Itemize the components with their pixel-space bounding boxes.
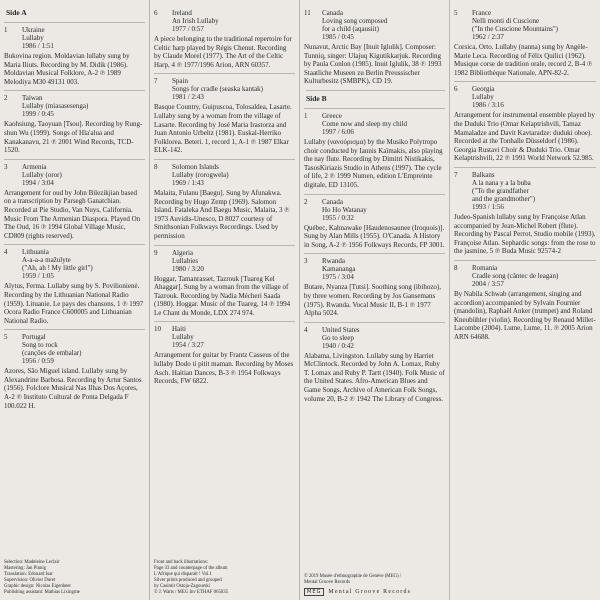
credit-line: Graphic design: Nicolas Eigenheer — [4, 584, 71, 589]
track-number: 8 — [154, 162, 158, 171]
track-country: United States — [322, 325, 360, 334]
track-number: 2 — [4, 94, 8, 103]
track-number: 6 — [154, 9, 158, 17]
track-country: Spain — [172, 77, 188, 86]
track-year-duration: 1981 / 2:43 — [172, 93, 204, 102]
copyright-line: Mental Groove Records — [304, 580, 351, 585]
track-b5 — [454, 6, 596, 77]
track-subtitle: ("Ah, ah ! My little girl") — [22, 264, 93, 273]
track-b3 — [304, 253, 445, 317]
track-description: Arrangement for instrumental ensemble played by the Duduki Trio (Omar Kelaptrishvili, Tamaz Mamaladze and Davit Kavtaradze: duduki oboe). Recorded at the Tonhalle Düsseldorf (1986). Georgia Rustavi Choir & Duduki Trio. Omar Kelaptrishvili, 22 ℗ 1991 World Network 52.985. — [454, 111, 595, 163]
track-description: Alytus, Ferma. Lullaby sung by S. Povilionienė. Recording by the Lithuanian National Radio (1959). Lituanie. Le pays des chansons, 1 ℗ 1997 Ocora Radio France C600005 and Lithuanian National Radio. — [4, 282, 144, 325]
track-number: 7 — [454, 170, 458, 179]
track-description: Basque Country, Guipuscoa, Tolosaldea, Lasarte. Lullaby sung by a woman from the village of Lasarte. Recording by José Maria Irastorza and Juan Antonio Urbeltz (1981). Euskal-Herriko Folklorea. Beteri. 1, record 1, A-1 ℗ 1987 Elkar ELK-142. — [154, 103, 292, 155]
track-title: Lullaby (oror) — [22, 170, 62, 179]
track-country: Ireland — [172, 9, 192, 17]
track-subtitle: ("In the Cuscione Mountains") — [472, 25, 559, 33]
track-b7 — [454, 167, 596, 256]
track-country: Solomon Islands — [172, 162, 219, 171]
track-year-duration: 1986 / 1:51 — [22, 42, 54, 50]
track-year-duration: 1956 / 0:59 — [22, 357, 54, 366]
track-year-duration: 1959 / 1:05 — [22, 272, 54, 281]
credit-line: Silver prints produced and grouped — [154, 578, 222, 583]
credit-line: © J. Watts / MEG Inv ETHAF 065835 — [154, 590, 229, 595]
track-country: Algeria — [172, 248, 193, 257]
track-a5 — [4, 329, 145, 410]
track-subtitle: for a child (aqausiit) — [322, 25, 379, 33]
credit-line: L'Afrique qui disparaît ! Vol.1 — [154, 572, 212, 577]
track-country: Balkans — [472, 170, 495, 179]
track-year-duration: 1986 / 3:16 — [472, 101, 504, 110]
track-number: 4 — [4, 248, 8, 257]
track-country: Ukraine — [22, 26, 45, 34]
track-description: Nunavut, Arctic Bay [Inuit Iglulik]. Composer: Tunniq, singer: Ulajuq Kigutikkarjuk. Recording by Paula Conlon (1985). Inuit Iglulik, 38 ℗ 1993 Staatliche Museen zu Berlin Preussischer Kulturbesitz (SMBPK), CD 19. — [304, 43, 442, 86]
track-description: By Nabila Schwab (arrangement, singing and accordion) accompanied by Sylvain Fournier (mandolin), Raphaël Anker (trumpet) and Roland Kneubühler (violin). Recording by Renaud Millet-Lacombe (2004). Lume, Lume, 11. ℗ 2005 Arion ARN 64688. — [454, 289, 596, 341]
track-b1 — [304, 108, 445, 190]
track-number: 1 — [304, 111, 308, 120]
track-title: A la nana y a la buba — [472, 178, 531, 187]
track-country: Romania — [472, 263, 498, 272]
track-year-duration: 1962 / 2:37 — [472, 33, 504, 41]
track-title: Song to rock — [22, 341, 58, 350]
track-description: Butare, Nyanza [Tutsi]. Soothing song (ibihozo), by three women. Recording by Jos Gansemans (1975). Rwanda. Vocal Music II, B-1 ℗ 1977 Alpha 5024. — [304, 283, 442, 318]
track-number: 9 — [154, 248, 158, 257]
track-description: Malaita, Fulanu [Baegu]. Sung by Afunakwa. Recording by Hugo Zemp (1969). Salomon Island. Fataleka And Baegu Music, Malaita, 3 ℗ 1973 Auvidis-Unesco, D 8027 courtesy of Smithsonian Folkways Recordings. Used by permission — [154, 188, 290, 240]
credit-line: Selection: Madeleine Leclair — [4, 560, 60, 565]
track-number: 2 — [304, 197, 308, 206]
track-year-duration: 1980 / 3:20 — [172, 264, 204, 273]
track-title: Go to sleep — [322, 333, 354, 342]
track-title: An Irish Lullaby — [172, 17, 219, 25]
track-title: Lullabies — [172, 256, 199, 265]
track-title: Lullaby — [172, 333, 194, 342]
column-1 — [0, 0, 150, 600]
track-year-duration: 1940 / 0:42 — [322, 341, 354, 350]
publisher-logos — [304, 588, 445, 596]
track-country: Rwanda — [322, 257, 345, 266]
track-title: Loving song composed — [322, 17, 388, 25]
track-country: France — [472, 9, 492, 17]
track-year-duration: 1997 / 6:06 — [322, 127, 354, 136]
track-country: Haiti — [172, 325, 186, 334]
track-year-duration: 1975 / 3:04 — [322, 273, 354, 282]
track-number: 8 — [454, 263, 458, 272]
track-a7 — [154, 73, 295, 155]
track-title: Come now and sleep my child — [322, 119, 407, 128]
track-year-duration: 1969 / 1:43 — [172, 178, 204, 187]
track-title: Lullaby — [22, 34, 44, 42]
track-a8 — [154, 159, 295, 241]
track-country: Portugal — [22, 333, 46, 342]
track-description: Québec, Kahnawake [Haudenosaunee (Iroquois)]. Sung by Alan Mills (1955). O'Canada. A History in Song, A-2 ℗ 1956 Folkways Records, FP 3001. — [304, 223, 445, 249]
track-country: Canada — [322, 197, 343, 206]
track-description: Arrangement for oud by John Bilezikjian based on a transcription by Parsegh Ganatchian. Recorded at Pie Studio, Van Nuys, California. Music From The Armenian Diaspora. Played On The Oud, 16 ℗ 1994 Global Village Music, CD809 (rights reserved). — [4, 188, 141, 240]
track-a4 — [4, 244, 145, 325]
track-title: Kamananga — [322, 265, 356, 274]
track-b6 — [454, 81, 596, 163]
track-subtitle-cont: and the grandmother") — [472, 194, 536, 203]
track-number: 6 — [454, 85, 458, 94]
column-3 — [300, 0, 450, 600]
mental-groove-logo: Mental Groove Records — [328, 589, 412, 595]
track-number: 3 — [304, 257, 308, 266]
column-4 — [450, 0, 600, 600]
track-country: Armenia — [22, 162, 47, 171]
track-a1 — [4, 22, 145, 86]
track-number: 7 — [154, 77, 158, 86]
track-number: 10 — [154, 325, 161, 334]
track-description: Judeo-Spanish lullaby sung by Françoise Atlan accompanied by Jean-Michel Robert (flute). Recording by Pascal Perrot, Studio mobile (1993). Françoise Atlan. Sephardic songs: from the rose to the jasmine, 5 ℗ Buda Music 92574-2 — [454, 212, 596, 256]
track-a3 — [4, 159, 145, 241]
track-year-duration: 1977 / 0:57 — [172, 25, 204, 33]
track-a11 — [304, 6, 445, 86]
track-title: Nelli monti di Cuscione — [472, 17, 540, 25]
track-country: Georgia — [472, 85, 495, 94]
track-description: Kaohsiung, Taoyuan [Tsou]. Recording by Rung-shun Wu (1999). Songs of Hla'alua and Kanakanavu, 21 ℗ 2001 Wind Records, TCD-1520. — [4, 120, 143, 155]
track-description: Hoggar, Tamanrasset, Tazrouk [Tuareg Kel Ahaggar]. Sung by a woman from the village of Tazrouk. Recording by Nadia Mécheri Saada (1980). Hoggar. Music of the Tuareg, 14 ℗ 1994 Le Chant du Monde, LDX 274 974. — [154, 274, 291, 317]
track-title: Cradle song (cântec de leagan) — [472, 271, 559, 280]
track-title: Songs for cradle (seaska kantak) — [172, 85, 263, 94]
credit-line: Front and back illustrations: — [154, 560, 208, 565]
credit-line: Supervision: Olivier Duret — [4, 578, 56, 583]
credit-line: by Casimir Ostoja-Zagourski — [154, 584, 210, 589]
credit-line: Publishing assistant: Mathias Lixingme — [4, 590, 80, 595]
track-country: Taiwan — [22, 94, 43, 103]
credit-line: Translation: Edouard Isar — [4, 572, 53, 577]
track-description: Lullaby (νανούρισμα) by the Musiko Polytropo choir conducted by Iannis Kaïmakis, also playing the nay flute. Recording by Dimitri Nistikakis, TasosKiriazis Studio in Athens (1997). The cycle of life, 2 ℗ 1999 Numen, edition L'Empreinte digitale, ED 13105. — [304, 137, 443, 189]
track-b2 — [304, 194, 445, 250]
track-description: Azores, São Miguel island. Lullaby sung by Alexandrine Barbosa. Recording by Artur Santos (1956). Folclore Musical Nas Ilhas Dos Açores, A-2 ℗ Instituto Cultural de Ponta Delgada F 100.022 H. — [4, 367, 142, 410]
track-title: A-a-a-a mažulyte — [22, 256, 71, 265]
track-title: Lullaby (miasasesenga) — [22, 102, 89, 111]
track-number: 1 — [4, 26, 8, 34]
track-year-duration: 1993 / 1:56 — [472, 202, 504, 211]
track-year-duration: 1999 / 0:45 — [22, 110, 54, 119]
track-a9 — [154, 245, 295, 318]
track-a6 — [154, 6, 295, 69]
track-subtitle: (canções de embalar) — [22, 349, 82, 358]
track-description: Bukovina region. Moldavian lullaby sung by Maria Iliuts. Recording by M. Didik (1986). Moldavian Musical Folklore, A-2 ℗ 1989 Melodiya M30 49131 003. — [4, 52, 130, 86]
track-country: Canada — [322, 9, 343, 17]
track-country: Greece — [322, 111, 342, 120]
track-description: A piece belonging to the traditional repertoire for Celtic harp played by Régis Chenut. Recording by Claude Morel (1977). The Art of the Celtic Harp, 4 ℗ 1977/1996 Arion, ARN 60357. — [154, 35, 292, 69]
illustration-credits — [154, 560, 295, 596]
track-year-duration: 1955 / 0:32 — [322, 213, 354, 222]
track-title: Ho Ho Watanay — [322, 205, 367, 214]
column-2 — [150, 0, 300, 600]
credit-line: Mastering: Jan Pinnig — [4, 566, 47, 571]
track-title: Lullaby (rorogwela) — [172, 170, 229, 179]
track-description: Arrangement for guitar by Frantz Casseus of the lullaby Dodo ti pitit maman. Recording by Moses Asch. Haitian Dances, B-3 ℗ 1954 Folkways Records, FW 6822. — [154, 351, 294, 386]
credits-footer — [4, 560, 145, 596]
track-number: 3 — [4, 162, 8, 171]
track-country: Lithuania — [22, 248, 49, 257]
track-title: Lullaby — [472, 93, 494, 102]
credit-line: Page 33 and counterpage of the album — [154, 566, 228, 571]
track-year-duration: 1994 / 3:04 — [22, 178, 54, 187]
track-number: 11 — [304, 9, 311, 17]
track-number: 4 — [304, 325, 308, 334]
copyright-line: © 2019 Musée d'ethnographie de Genève (MEG) / — [304, 574, 402, 579]
track-number: 5 — [454, 9, 458, 17]
track-a10 — [154, 321, 295, 385]
track-description: Corsica, Orto. Lullaby (nanna) sung by Angèle-Marie Leca. Recording of Félix Quilici (1962). Musique corse de tradition orale, record 2, B-4 ℗ 1982 Bibliothèque Nationale, APN-82-2. — [454, 43, 593, 77]
track-number: 5 — [4, 333, 8, 342]
track-subtitle: ("To the grandfather — [472, 186, 529, 195]
side-a-label: Side A — [6, 8, 27, 17]
copyright-footer — [304, 574, 445, 596]
meg-logo: MEG — [304, 588, 324, 596]
track-year-duration: 1985 / 0:45 — [322, 33, 354, 41]
track-b8 — [454, 260, 596, 342]
track-a2 — [4, 90, 145, 154]
track-year-duration: 2004 / 3:57 — [472, 279, 504, 288]
track-year-duration: 1954 / 3:27 — [172, 341, 204, 350]
track-b4 — [304, 322, 445, 404]
track-description: Alabama, Livingston. Lullaby sung by Harriet McClintock. Recorded by John A. Lomax, Ruby T. Lomax and Ruby P. Tartt (1940). Folk Music of the United States. Afro-American Blues and Game Songs, Archive of American Folk Songs, volume 20, B-2 ℗ 1942 The Library of Congress. — [304, 351, 445, 403]
side-b-label: Side B — [306, 90, 445, 103]
